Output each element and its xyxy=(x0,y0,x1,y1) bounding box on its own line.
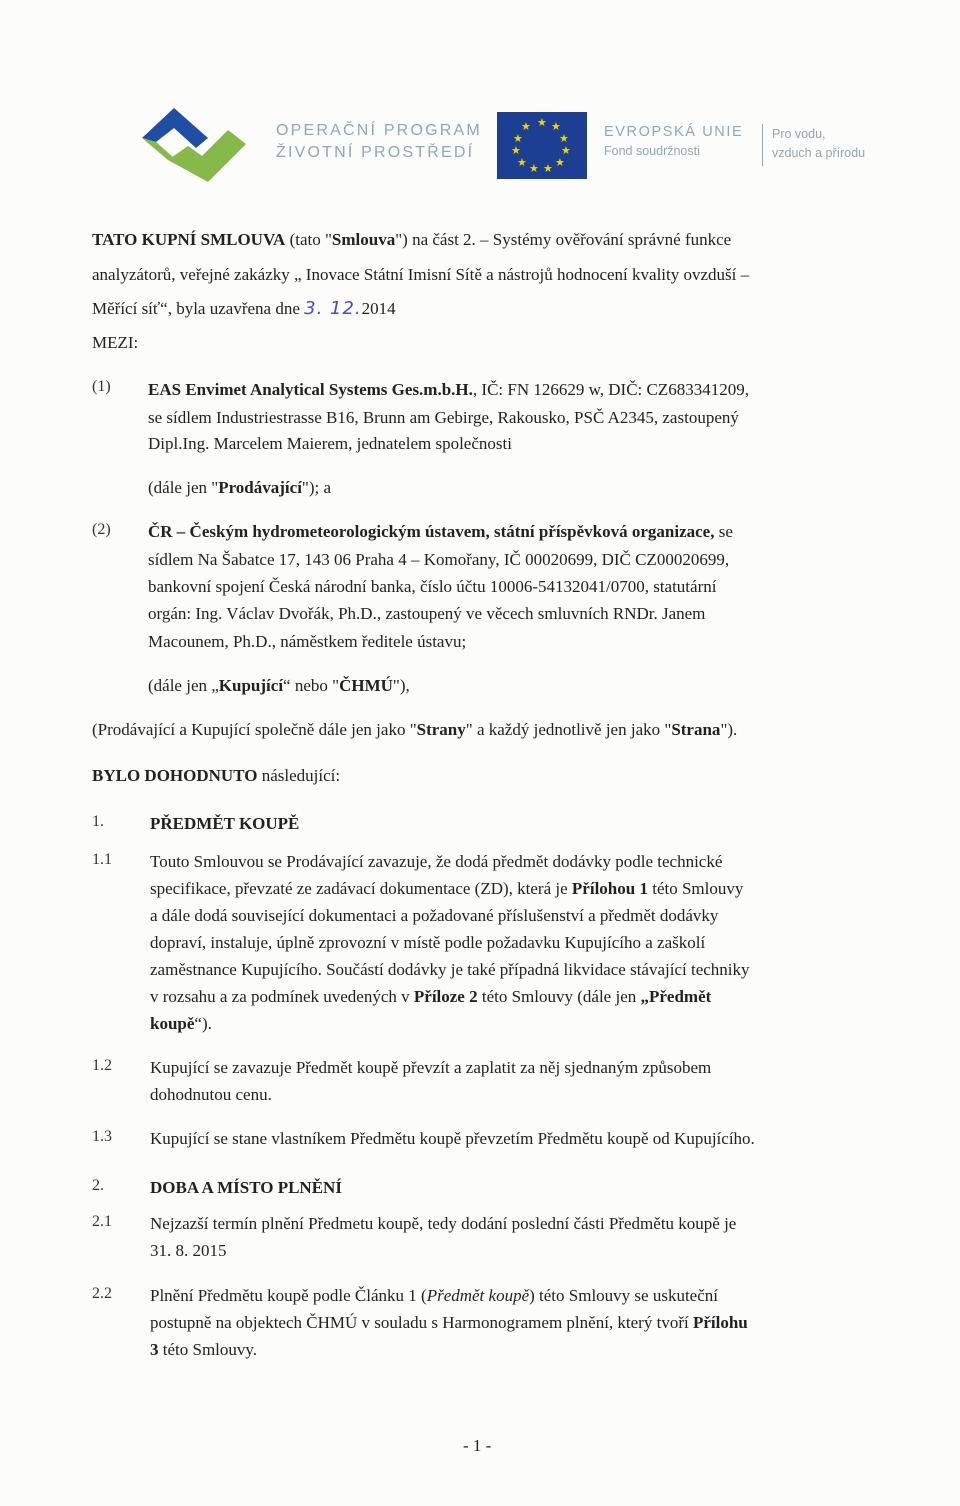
text-fragment: (Prodávající a Kupující společně dále jen jako " xyxy=(92,720,417,739)
intro-line2: analyzátorů, veřejné zakázky „ Inovace Státní Imisní Sítě a nástrojů hodnocení kvality ovzduší – xyxy=(92,265,750,284)
clause-2-2-line1 xyxy=(150,1282,718,1310)
text-fragment: této Smlouvy xyxy=(652,879,744,898)
text-fragment: Plnění Předmětu koupě podle Článku 1 ( xyxy=(150,1286,427,1305)
parties-definition xyxy=(92,716,737,744)
intro-line3 xyxy=(92,295,396,323)
page-number: - 1 - xyxy=(463,1436,492,1455)
party-term: Strana xyxy=(671,720,721,739)
text-fragment: následující: xyxy=(257,766,341,785)
text-fragment: "); a xyxy=(301,478,332,497)
clause-1-3-line1: Kupující se stane vlastníkem Předmětu koupě převzetím Předmětu koupě od Kupujícího. xyxy=(150,1129,755,1148)
annex3-ref: Přílohu xyxy=(692,1313,748,1332)
clause-1-1-number: 1.1 xyxy=(92,851,112,868)
op-program-line1: OPERAČNÍ PROGRAM xyxy=(276,122,482,139)
party2-line3: bankovní spojení Česká národní banka, číslo účtu 10006-54132041/0700, statutární xyxy=(148,577,717,596)
clause-1-3-number: 1.3 xyxy=(92,1128,112,1145)
text-fragment: "). xyxy=(720,720,738,739)
section1-number: 1. xyxy=(92,813,104,830)
slogan-line1: Pro vodu, xyxy=(772,127,826,141)
party1-number: (1) xyxy=(92,378,111,395)
clause-1-2-line1: Kupující se zavazuje Předmět koupě převzít a zaplatit za něj sjednaným způsobem xyxy=(150,1058,712,1077)
agreed-heading xyxy=(92,762,340,790)
text-fragment: , IČ: FN 126629 w, DIČ: CZ683341209, xyxy=(472,380,750,399)
buyer-name: ČR – Českým hydrometeorologickým ústavem, státní příspěvková organizace, xyxy=(148,522,715,541)
section2-title xyxy=(150,1174,342,1202)
text-fragment: (dále jen „ xyxy=(148,676,219,695)
section1-title-text: PŘEDMĚT KOUPĚ xyxy=(150,814,300,833)
text-fragment: “). xyxy=(194,1014,212,1033)
clause-2-2-number: 2.2 xyxy=(92,1285,112,1302)
text-fragment: specifikace, převzaté ze zadávací dokumentace (ZD), která je xyxy=(150,879,568,898)
party1-line1 xyxy=(148,376,749,404)
buyer-acronym: ČHMÚ xyxy=(339,676,393,695)
party2-alias xyxy=(148,672,410,700)
subject-italic: Předmět koupě xyxy=(426,1286,530,1305)
buyer-alias: Kupující xyxy=(218,676,284,695)
text-fragment: "), xyxy=(392,676,410,695)
clause-2-1-number: 2.1 xyxy=(92,1213,112,1230)
seller-name: EAS Envimet Analytical Systems Ges.m.b.H. xyxy=(148,380,473,399)
party2-line5: Macounem, Ph.D., náměstkem ředitele ústavu; xyxy=(148,632,467,651)
text-fragment: (tato " xyxy=(285,230,332,249)
text-fragment: (dále jen " xyxy=(148,478,219,497)
op-zp-logo-icon xyxy=(138,100,254,192)
eu-fund: Fond soudržnosti xyxy=(604,144,700,158)
eu-title: EVROPSKÁ UNIE xyxy=(604,124,744,140)
clause-1-1-line5: zaměstnance Kupujícího. Součástí dodávky je také případná likvidace stávající techniky xyxy=(150,960,750,979)
eu-flag-icon: ★ ★ ★ ★ ★ ★ ★ ★ ★ ★ ★ xyxy=(497,112,587,179)
text-fragment: Měřící síť“, byla uzavřena dne xyxy=(92,299,300,318)
contract-title: TATO KUPNÍ SMLOUVA xyxy=(92,230,286,249)
clause-1-2-line2: dohodnutou cenu. xyxy=(150,1085,272,1104)
party2-number: (2) xyxy=(92,521,111,538)
clause-2-1-line2: 31. 8. 2015 xyxy=(150,1241,227,1260)
text-fragment: v rozsahu a za podmínek uvedených v xyxy=(150,987,410,1006)
clause-2-2-line3 xyxy=(150,1336,257,1364)
text-fragment: “ nebo " xyxy=(283,676,340,695)
annex2-ref: Příloze 2 xyxy=(413,987,478,1006)
clause-1-2-number: 1.2 xyxy=(92,1057,112,1074)
clause-1-1-line3: a dále dodá související dokumentaci a požadované příslušenství a předmět dodávky xyxy=(150,906,719,925)
text-fragment: " a každý jednotlivě jen jako " xyxy=(465,720,672,739)
contract-year: 2014 xyxy=(361,299,396,318)
op-program-label xyxy=(276,120,482,164)
slogan-line2: vzduch a přírodu xyxy=(772,146,866,160)
party2-line1 xyxy=(148,518,733,546)
op-program-line2: ŽIVOTNÍ PROSTŘEDÍ xyxy=(276,144,475,161)
clause-1-1-line6 xyxy=(150,983,711,1011)
party2-line2: sídlem Na Šabatce 17, 143 06 Praha 4 – Komořany, IČ 00020699, DIČ CZ00020699, xyxy=(148,550,730,569)
text-fragment: ) této Smlouvy se uskuteční xyxy=(529,1286,718,1305)
handwritten-date: 3. 12. xyxy=(304,298,362,319)
subject-term: „Předmět xyxy=(640,987,712,1006)
section2-number: 2. xyxy=(92,1177,104,1194)
eu-label xyxy=(604,122,743,160)
party1-line3: Dipl.Ing. Marcelem Maierem, jednatelem společnosti xyxy=(148,434,512,453)
clause-1-1-line2 xyxy=(150,875,743,903)
clause-2-1-line1: Nejzazší termín plnění Předmetu koupě, tedy dodání poslední části Předmětu koupě je xyxy=(150,1214,737,1233)
subject-term-end: koupě xyxy=(150,1014,195,1033)
clause-1-1-line4: dopraví, instaluje, úplně zprovozní v místě podle požadavku Kupujícího a zaškolí xyxy=(150,933,706,952)
party1-line2: se sídlem Industriestrasse B16, Brunn am Gebirge, Rakousko, PSČ A2345, zastoupený xyxy=(148,408,739,427)
clause-1-1-line7 xyxy=(150,1010,212,1038)
parties-term: Strany xyxy=(416,720,466,739)
text-fragment: se xyxy=(714,522,733,541)
text-fragment: postupně na objektech ČHMÚ v souladu s Harmonogramem plnění, který tvoří xyxy=(150,1313,689,1332)
annex3-number: 3 xyxy=(150,1340,159,1359)
header-divider xyxy=(762,124,763,166)
page-header xyxy=(0,0,960,200)
intro-line1 xyxy=(92,226,860,254)
text-fragment: této Smlouvy (dále jen xyxy=(481,987,637,1006)
eu-slogan xyxy=(772,125,865,163)
party1-alias xyxy=(148,474,331,502)
section2-title-text: DOBA A MÍSTO PLNĚNÍ xyxy=(150,1178,342,1197)
agreed-bold: BYLO DOHODNUTO xyxy=(92,766,258,785)
section1-title xyxy=(150,810,299,838)
clause-2-2-line2 xyxy=(150,1309,748,1337)
annex1-ref: Přílohou 1 xyxy=(571,879,648,898)
clause-1-1-line1: Touto Smlouvou se Prodávající zavazuje, že dodá předmět dodávky podle technické xyxy=(150,852,723,871)
text-fragment: ") na část 2. – Systémy ověřování správné funkce xyxy=(395,230,732,249)
party2-line4: orgán: Ing. Václav Dvořák, Ph.D., zastoupený ve věcech smluvních RNDr. Janem xyxy=(148,604,706,623)
mezi-heading: MEZI: xyxy=(92,333,139,352)
text-fragment: této Smlouvy. xyxy=(158,1340,258,1359)
seller-alias: Prodávající xyxy=(218,478,302,497)
contract-alias: Smlouva xyxy=(331,230,396,249)
